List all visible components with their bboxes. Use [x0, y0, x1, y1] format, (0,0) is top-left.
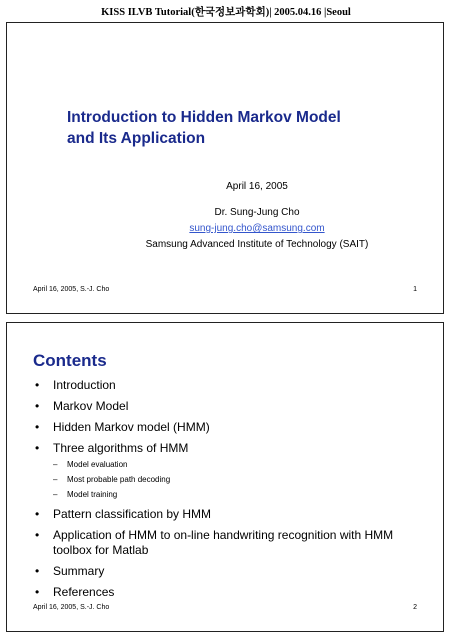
- footer-date-author: April 16, 2005, S.-J. Cho: [33, 286, 110, 293]
- list-item-label: Three algorithms of HMM: [53, 441, 189, 455]
- list-item: • Introduction: [33, 378, 433, 393]
- author-info: [67, 179, 447, 253]
- contents-list: [33, 378, 433, 606]
- list-item: • Hidden Markov model (HMM): [33, 420, 433, 435]
- sub-list-item: – Most probable path decoding: [53, 474, 433, 486]
- list-item: • Application of HMM to on-line handwriting recognition with HMM toolbox for Matlab: [33, 528, 433, 558]
- page-number: 2: [413, 604, 417, 611]
- author-affiliation: Samsung Advanced Institute of Technology (SAIT): [145, 239, 369, 250]
- list-item: • Summary: [33, 564, 433, 579]
- author-email-link[interactable]: sung-jung.cho@samsung.com: [189, 223, 325, 234]
- presentation-date: April 16, 2005: [226, 181, 288, 192]
- footer-date-author: April 16, 2005, S.-J. Cho: [33, 604, 110, 611]
- sub-list: [53, 459, 433, 501]
- list-item: • Pattern classification by HMM: [33, 507, 433, 522]
- list-item: • Markov Model: [33, 399, 433, 414]
- slide-1: [6, 22, 444, 314]
- list-item: • References: [33, 585, 433, 600]
- slide-2: [6, 322, 444, 632]
- title-line-2: and Its Application: [67, 130, 206, 147]
- document-header: KISS ILVB Tutorial(한국정보과학회)| 2005.04.16 |Seoul: [101, 7, 351, 18]
- slide-2-footer: [33, 604, 417, 611]
- author-name: Dr. Sung-Jung Cho: [214, 207, 300, 218]
- sub-list-item: – Model evaluation: [53, 459, 433, 471]
- slide-1-footer: [33, 286, 417, 293]
- page-number: 1: [413, 286, 417, 293]
- sub-list-item: – Model training: [53, 489, 433, 501]
- list-item-with-subitems: [33, 441, 433, 501]
- title-line-1: Introduction to Hidden Markov Model: [67, 109, 341, 126]
- slide-2-title: Contents: [33, 351, 107, 370]
- slide-1-title: [67, 107, 407, 149]
